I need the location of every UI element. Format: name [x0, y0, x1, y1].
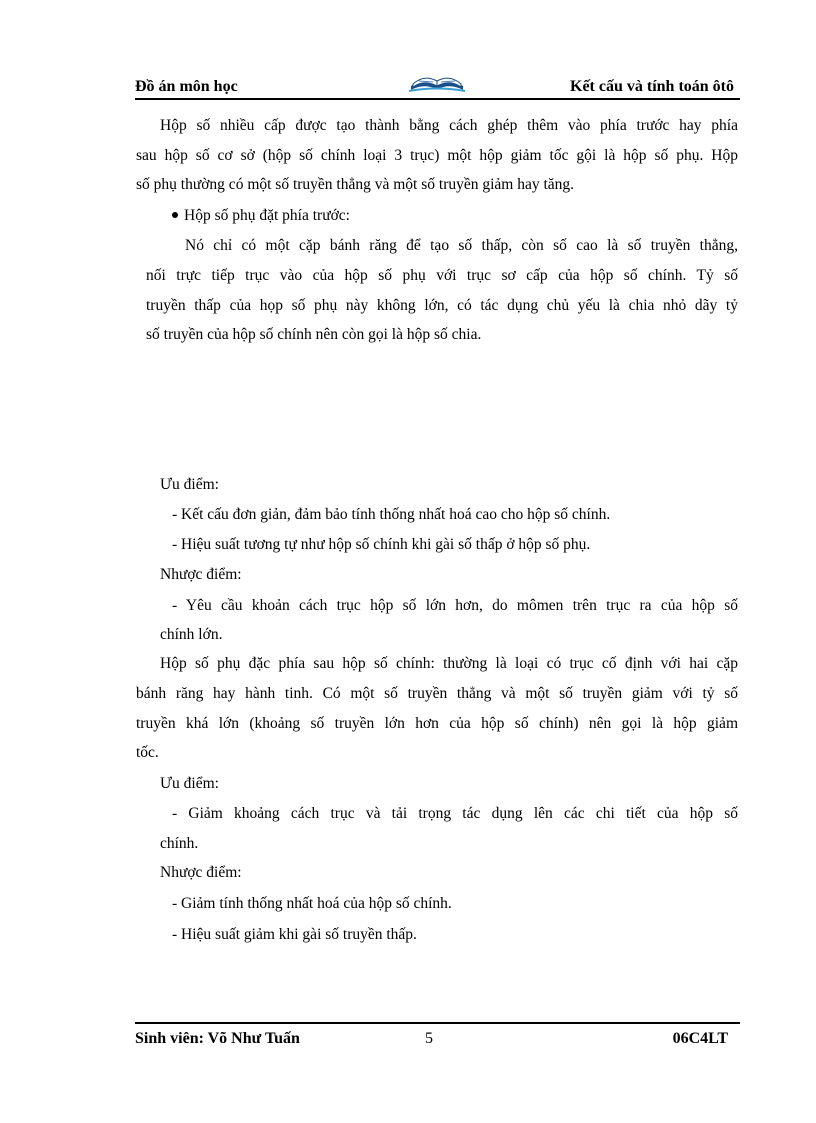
- bullet-dot-icon: [172, 212, 178, 218]
- list-item: - Giảm tính thống nhất hoá của hộp số chính.: [172, 895, 452, 912]
- paragraph-line: Nó chỉ có một cặp bánh răng để tạo số thấp, còn số cao là số truyền thẳng,: [185, 237, 738, 254]
- bullet-item: [172, 206, 350, 226]
- list-item: - Giảm khoảng cách trục và tải trọng tác dụng lên các chi tiết của hộp số: [172, 805, 738, 822]
- bullet-text: Hộp số phụ đặt phía trước:: [184, 207, 350, 224]
- page-header: [135, 76, 740, 100]
- open-book-icon: [407, 68, 467, 96]
- paragraph-line: bánh răng hay hành tinh. Có một số truyền thẳng và một số truyền giảm với tỷ số: [136, 685, 738, 702]
- disadvantages-heading: Nhược điểm:: [160, 566, 242, 583]
- list-item: - Kết cấu đơn giản, đảm bảo tính thống nhất hoá cao cho hộp số chính.: [172, 506, 611, 523]
- paragraph-line: tốc.: [136, 744, 159, 761]
- paragraph-line: số phụ thường có một số truyền thẳng và một số truyền giảm hay tăng.: [136, 176, 575, 193]
- header-subject: Kết cấu và tính toán ôtô: [570, 78, 734, 95]
- paragraph-line: Hộp số nhiều cấp được tạo thành bằng cách ghép thêm vào phía trước hay phía: [160, 117, 738, 134]
- paragraph-line: truyền thấp của họp số phụ này không lớn, có tác dụng chủ yếu là chia nhỏ dãy tỷ: [146, 297, 738, 314]
- list-item: - Hiệu suất tương tự như hộp số chính khi gài số thấp ở hộp số phụ.: [172, 536, 591, 553]
- list-item: chính.: [160, 835, 199, 852]
- paragraph-line: nối trực tiếp trục vào của hộp số phụ với trục sơ cấp của hộp số chính. Tỷ số: [146, 267, 738, 284]
- advantages-heading: Ưu điểm:: [160, 476, 219, 493]
- list-item: chính lớn.: [160, 626, 223, 643]
- footer-student-name: Sinh viên: Võ Như Tuấn: [135, 1030, 300, 1047]
- disadvantages-heading: Nhược điểm:: [160, 864, 242, 881]
- header-course-title: Đồ án môn học: [135, 78, 238, 95]
- list-item: - Hiệu suất giảm khi gài số truyền thấp.: [172, 926, 417, 943]
- list-item: - Yêu cầu khoản cách trục hộp số lớn hơn, do mômen trên trục ra của hộp số: [172, 597, 738, 614]
- paragraph-line: Hộp số phụ đặc phía sau hộp số chính: thường là loại có trục cố định với hai cặp: [160, 655, 738, 672]
- footer-page-number: 5: [425, 1030, 433, 1047]
- paragraph-line: sau hộp số cơ sở (hộp số chính loại 3 trục) một hộp giảm tốc gội là hộp số phụ. Hộp: [136, 147, 738, 164]
- paragraph-line: số truyền của hộp số chính nên còn gọi là hộp số chia.: [146, 326, 482, 343]
- page-footer: [135, 1022, 740, 1054]
- advantages-heading: Ưu điểm:: [160, 775, 219, 792]
- paragraph-line: truyền khá lớn (khoảng số truyền lớn hơn của hộp số chính) nên gọi là hộp giảm: [136, 715, 738, 732]
- footer-class-code: 06C4LT: [672, 1030, 728, 1047]
